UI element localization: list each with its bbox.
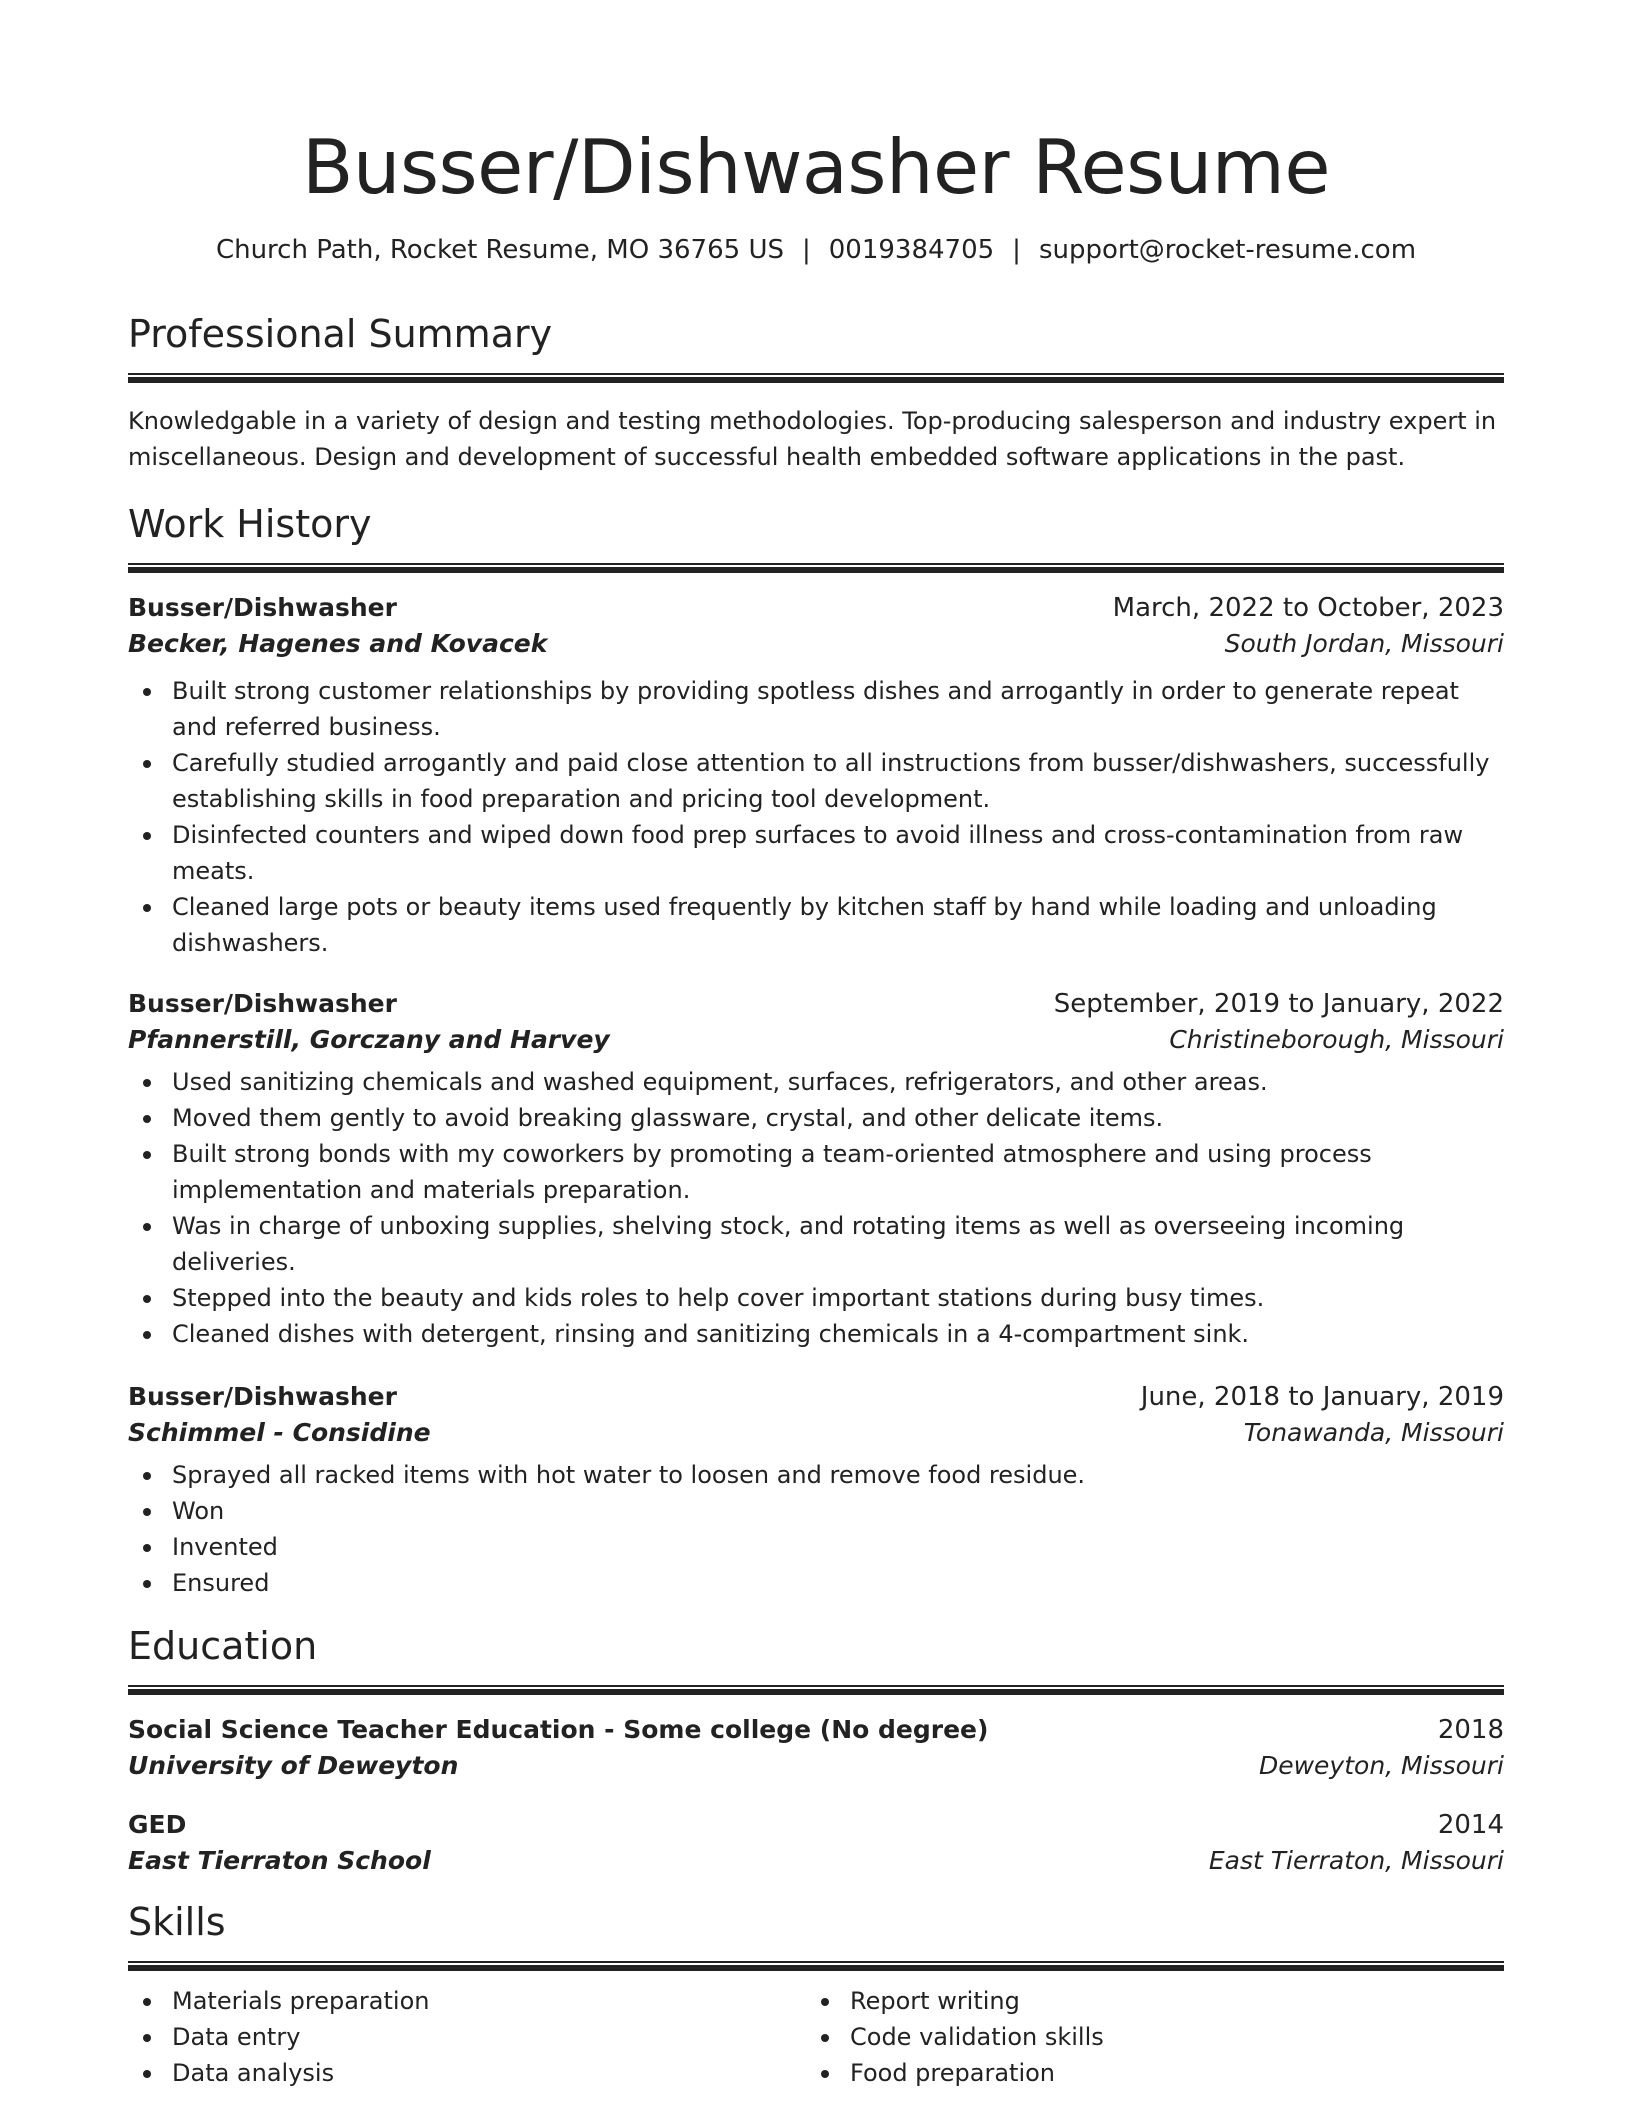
list-item: Materials preparation: [128, 1983, 806, 2019]
skills-left-list: [128, 1983, 806, 2091]
job-location: Tonawanda, Missouri: [1243, 1418, 1504, 1447]
list-item: Stepped into the beauty and kids roles to help cover important stations during busy times.: [128, 1280, 1504, 1316]
education-year: 2018: [1437, 1715, 1504, 1745]
list-item: Report writing: [806, 1983, 1484, 2019]
education-year: 2014: [1437, 1810, 1504, 1840]
job-bullets: [128, 1457, 1504, 1601]
skills-columns: [128, 1983, 1504, 2091]
section-divider: [128, 373, 1504, 383]
list-item: Cleaned large pots or beauty items used frequently by kitchen staff by hand while loading and unloading dishwashers.: [128, 889, 1504, 961]
education-degree: Social Science Teacher Education - Some college (No degree): [128, 1715, 989, 1744]
summary-section: [128, 312, 1504, 475]
education-entry: [128, 1810, 1504, 1875]
education-section: [128, 1624, 1504, 1875]
job-dates: June, 2018 to January, 2019: [1140, 1382, 1504, 1412]
skills-section: [128, 1900, 1504, 2091]
education-heading: Education: [128, 1624, 318, 1668]
skills-heading: Skills: [128, 1900, 226, 1944]
skills-right-list: [806, 1983, 1484, 2091]
job-company: Schimmel - Considine: [128, 1418, 431, 1447]
list-item: Built strong bonds with my coworkers by promoting a team-oriented atmosphere and using process implementation and materials preparation.: [128, 1136, 1504, 1208]
list-item: Cleaned dishes with detergent, rinsing and sanitizing chemicals in a 4-compartment sink.: [128, 1316, 1504, 1352]
job-entry: [128, 989, 1504, 1352]
job-subheader: [128, 629, 1504, 658]
job-bullets: [128, 673, 1504, 961]
job-company: Becker, Hagenes and Kovacek: [128, 629, 548, 658]
education-header: [128, 1810, 1504, 1840]
education-school: East Tierraton School: [128, 1846, 431, 1875]
job-title: Busser/Dishwasher: [128, 593, 397, 622]
list-item: Moved them gently to avoid breaking glassware, crystal, and other delicate items.: [128, 1100, 1504, 1136]
summary-text: Knowledgable in a variety of design and testing methodologies. Top-producing salesperson and industry expert in miscellaneous. Design and development of successful health embedded software applications in the past.: [128, 407, 1497, 471]
list-item: Ensured: [128, 1565, 1504, 1601]
contact-address: Church Path, Rocket Resume, MO 36765 US: [215, 235, 784, 265]
job-bullets: [128, 1064, 1504, 1352]
education-entry: [128, 1715, 1504, 1780]
job-entry: [128, 1382, 1504, 1601]
education-school: University of Deweyton: [128, 1751, 459, 1780]
job-location: Christineborough, Missouri: [1169, 1025, 1504, 1054]
resume-title: Busser/Dishwasher Resume: [301, 123, 1330, 211]
education-degree: GED: [128, 1810, 187, 1839]
section-divider: [128, 1685, 1504, 1695]
section-divider: [128, 563, 1504, 573]
job-title: Busser/Dishwasher: [128, 1382, 397, 1411]
summary-heading: Professional Summary: [128, 312, 553, 356]
job-company: Pfannerstill, Gorczany and Harvey: [128, 1025, 610, 1054]
education-subheader: [128, 1751, 1504, 1780]
education-header: [128, 1715, 1504, 1745]
list-item: Sprayed all racked items with hot water to loosen and remove food residue.: [128, 1457, 1504, 1493]
job-entry: [128, 593, 1504, 961]
job-location: South Jordan, Missouri: [1224, 629, 1504, 658]
contact-email: support@rocket-resume.com: [1038, 235, 1417, 265]
list-item: Won: [128, 1493, 1504, 1529]
job-header: [128, 1382, 1504, 1412]
work-history-heading: Work History: [128, 502, 372, 546]
education-subheader: [128, 1846, 1504, 1875]
list-item: Data analysis: [128, 2055, 806, 2091]
list-item: Disinfected counters and wiped down food prep surfaces to avoid illness and cross-contamination from raw meats.: [128, 817, 1504, 889]
education-location: East Tierraton, Missouri: [1208, 1846, 1504, 1875]
education-location: Deweyton, Missouri: [1258, 1751, 1504, 1780]
list-item: Code validation skills: [806, 2019, 1484, 2055]
list-item: Used sanitizing chemicals and washed equipment, surfaces, refrigerators, and other areas.: [128, 1064, 1504, 1100]
list-item: Built strong customer relationships by providing spotless dishes and arrogantly in order to generate repeat and referred business.: [128, 673, 1504, 745]
job-title: Busser/Dishwasher: [128, 989, 397, 1018]
job-header: [128, 989, 1504, 1019]
job-subheader: [128, 1418, 1504, 1447]
job-dates: September, 2019 to January, 2022: [1053, 989, 1504, 1019]
list-item: Data entry: [128, 2019, 806, 2055]
list-item: Invented: [128, 1529, 1504, 1565]
work-history-section: [128, 502, 1504, 1601]
contact-phone: 0019384705: [828, 235, 995, 265]
section-divider: [128, 1961, 1504, 1971]
list-item: Was in charge of unboxing supplies, shelving stock, and rotating items as well as overseeing incoming deliveries.: [128, 1208, 1504, 1280]
contact-separator: |: [801, 235, 811, 265]
job-header: [128, 593, 1504, 623]
job-dates: March, 2022 to October, 2023: [1112, 593, 1504, 623]
contact-line: [128, 235, 1504, 265]
job-subheader: [128, 1025, 1504, 1054]
contact-separator: |: [1012, 235, 1021, 265]
list-item: Carefully studied arrogantly and paid close attention to all instructions from busser/dishwashers, successfully establishing skills in food preparation and pricing tool development.: [128, 745, 1504, 817]
list-item: Food preparation: [806, 2055, 1484, 2091]
